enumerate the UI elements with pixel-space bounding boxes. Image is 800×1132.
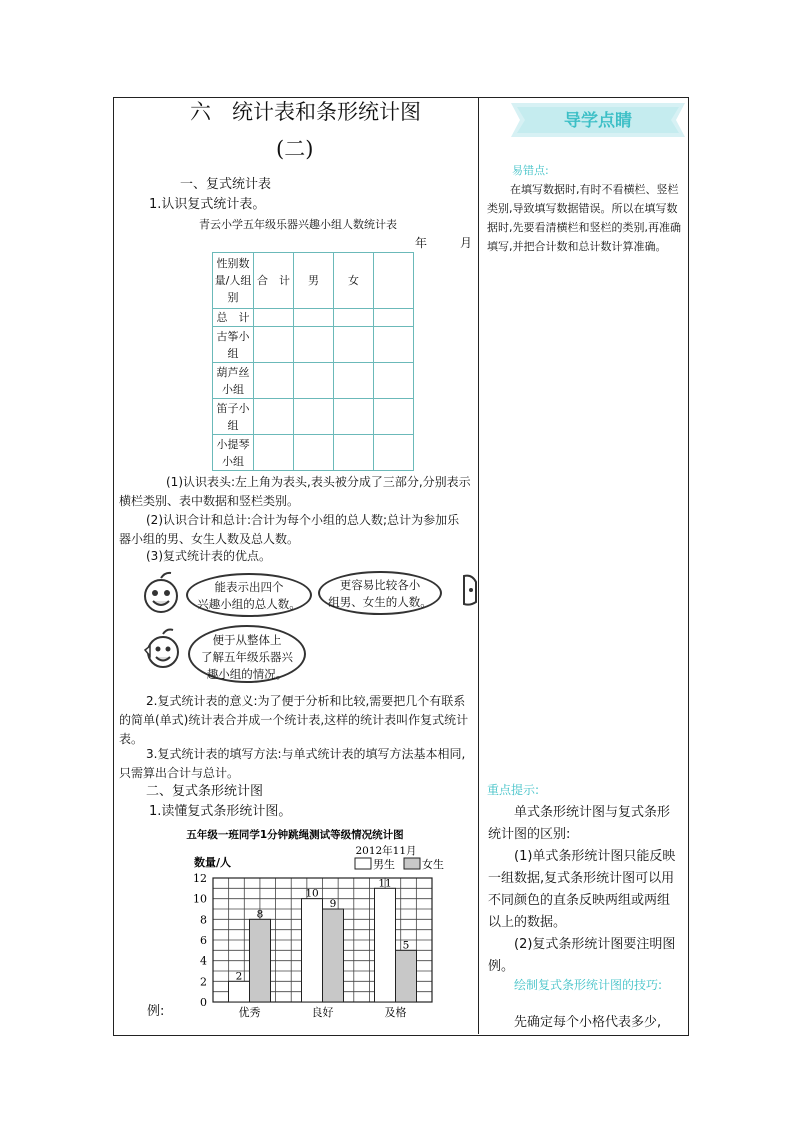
y-tick-label: 2 [200, 975, 207, 989]
section1-heading: 一、复式统计表 [180, 177, 272, 192]
bar [323, 909, 344, 1002]
table-row-label: 小提琴 小组 [213, 435, 254, 471]
x-tick-label: 及格 [384, 1006, 407, 1019]
key-text-1: 单式条形统计图与复式条形统计图的区别: [488, 805, 671, 842]
table-date-year: 年 [415, 236, 428, 250]
table-row-label: 古筝小 组 [213, 327, 254, 363]
bar [250, 919, 271, 1002]
section2-sub1: 1.读懂复式条形统计图。 [149, 804, 292, 819]
bar-value-label: 2 [235, 970, 243, 983]
table-cell [254, 327, 294, 363]
bar-value-label: 10 [305, 887, 319, 900]
table-cell [254, 435, 294, 471]
chart-date: 2012年11月 [355, 845, 417, 857]
side-banner [511, 103, 685, 137]
table-cell [334, 309, 374, 327]
statistics-table [212, 252, 414, 471]
method-text: 3.复式统计表的填写方法:与单式统计表的填写方法基本相同,只需算出合计与总计。 [119, 747, 466, 780]
x-tick-label: 优秀 [238, 1006, 261, 1019]
table-row-label: 总 计 [213, 309, 254, 327]
table-cell [374, 327, 414, 363]
table-cell [334, 327, 374, 363]
y-tick-label: 12 [193, 872, 207, 885]
table-cell [294, 399, 334, 435]
table-cell [294, 435, 334, 471]
table-cell [374, 309, 414, 327]
page-title-sub: (二) [276, 137, 314, 161]
chart-title: 五年级一班同学1分钟跳绳测试等级情况统计图 [186, 829, 404, 841]
y-tick-label: 0 [200, 996, 207, 1009]
speech-bubble: 能表示出四个 兴趣小组的总人数。 [186, 573, 312, 617]
table-title: 青云小学五年级乐器兴趣小组人数统计表 [199, 218, 397, 231]
bar-value-label: 9 [329, 898, 337, 910]
easy-wrong-label: 易错点: [512, 164, 549, 177]
bar [302, 899, 323, 1002]
chart-ylabel: 数量/人 [194, 856, 232, 869]
table-row-label: 笛子小 组 [213, 399, 254, 435]
table-cell [374, 363, 414, 399]
y-tick-label: 6 [200, 934, 207, 947]
legend-swatch [355, 858, 371, 869]
table-row-label: 葫芦丝 小组 [213, 363, 254, 399]
table-cell [334, 435, 374, 471]
speech-bubble: 便于从整体上 了解五年级乐器兴 趣小组的情况。 [188, 625, 306, 683]
side-banner-text: 导学点睛 [564, 111, 632, 131]
y-tick-label: 8 [200, 913, 207, 927]
table-cell [374, 399, 414, 435]
table-date-month: 月 [460, 236, 473, 250]
table-cell [334, 399, 374, 435]
table-cell [254, 309, 294, 327]
bar-value-label: 8 [256, 908, 264, 921]
table-cell [294, 327, 334, 363]
page-title: 六 统计表和条形统计图 [190, 100, 421, 124]
bar-value-label: 5 [402, 939, 410, 952]
bar [375, 888, 396, 1002]
table-header-col: 女 [334, 253, 374, 309]
x-tick-label: 良好 [311, 1006, 334, 1019]
y-tick-label: 4 [200, 954, 207, 968]
apple-mascot-icon [462, 572, 478, 608]
skill-label: 绘制复式条形统计图的技巧: [514, 978, 663, 992]
table-header-col-empty [374, 253, 414, 309]
column-divider [478, 97, 479, 1034]
key-text-2: (1)单式条形统计图只能反映一组数据,复式条形统计图可以用不同颜色的直条反映两组或两组以上的数据。 [488, 849, 676, 930]
table-cell [254, 399, 294, 435]
bar-value-label: 11 [378, 877, 392, 890]
table-cell [254, 363, 294, 399]
table-cell [374, 435, 414, 471]
meaning-text: 2.复式统计表的意义:为了便于分析和比较,需要把几个有联系的简单(单式)统计表合并成一个统计表,这样的统计表叫作复式统计表。 [119, 694, 469, 746]
section1-sub1: 1.认识复式统计表。 [149, 197, 266, 212]
y-tick-label: 10 [193, 892, 207, 906]
bar-chart [150, 822, 472, 1022]
table-header-corner: 性别数 量/人组 别 [213, 253, 254, 309]
speech-bubble: 更容易比较各小 组男、女生的人数。 [318, 571, 442, 615]
bar [229, 981, 250, 1002]
table-header-col: 合 计 [254, 253, 294, 309]
section2-heading: 二、复式条形统计图 [146, 784, 264, 799]
apple-mascot-icon [141, 570, 181, 616]
point-1: (1)认识表头:左上角为表头,表头被分成了三部分,分别表示横栏类别、表中数据和竖栏类别。 [119, 475, 471, 508]
point-2: (2)认识合计和总计:合计为每个小组的总人数;总计为参加乐器小组的男、女生人数及总人数。 [119, 513, 460, 546]
skill-text: 先确定每个小格代表多少, [514, 1015, 662, 1030]
legend-swatch [404, 858, 420, 869]
key-text-3: (2)复式条形统计图要注明图例。 [488, 937, 676, 974]
table-cell [294, 309, 334, 327]
legend-label: 女生 [422, 858, 444, 871]
example-label: 例: [147, 1004, 165, 1019]
table-header-col: 男 [294, 253, 334, 309]
bar [396, 950, 417, 1002]
easy-wrong-text: 在填写数据时,有时不看横栏、竖栏类别,导致填写数据错误。所以在填写数据时,先要看清横栏和竖栏的类别,再准确填写,并把合计数和总计数计算准确。 [487, 183, 681, 253]
key-label: 重点提示: [487, 783, 540, 797]
point-3: (3)复式统计表的优点。 [146, 549, 271, 563]
table-cell [294, 363, 334, 399]
legend-label: 男生 [373, 858, 395, 871]
apple-mascot-icon [141, 628, 183, 672]
table-cell [334, 363, 374, 399]
